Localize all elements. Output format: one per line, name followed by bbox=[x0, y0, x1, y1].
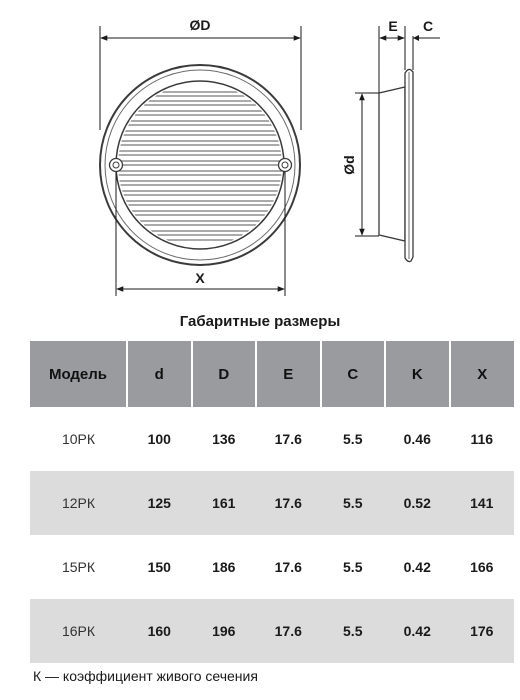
cell-E: 17.6 bbox=[256, 471, 321, 535]
table-row bbox=[30, 471, 514, 535]
table-row bbox=[30, 407, 514, 471]
cell-C: 5.5 bbox=[321, 599, 386, 663]
header-K: K bbox=[385, 341, 450, 407]
e-label: E bbox=[388, 18, 398, 34]
header-E: E bbox=[256, 341, 321, 407]
cell-K: 0.52 bbox=[385, 471, 450, 535]
cell-E: 17.6 bbox=[274, 559, 302, 575]
cell-C: 5.5 bbox=[343, 559, 363, 575]
cell-C: 5.5 bbox=[321, 471, 386, 535]
cell-D: 161 bbox=[192, 471, 257, 535]
table-row bbox=[30, 599, 514, 663]
technical-drawing bbox=[0, 0, 520, 305]
cell-d: 125 bbox=[127, 471, 192, 535]
c-arrow bbox=[413, 35, 419, 41]
cell-X: 116 bbox=[470, 431, 494, 447]
cell-E: 17.6 bbox=[256, 599, 321, 663]
table-header-row bbox=[30, 341, 514, 407]
header-d: d bbox=[127, 341, 192, 407]
footnote: К — коэффициент живого сечения bbox=[33, 668, 258, 684]
cell-D: 196 bbox=[192, 599, 257, 663]
od-small-label: Ød bbox=[341, 155, 357, 175]
table-title: Габаритные размеры bbox=[179, 313, 341, 330]
cell-X: 141 bbox=[450, 471, 515, 535]
cell-d: 100 bbox=[147, 431, 171, 447]
od-label: ØD bbox=[189, 17, 211, 33]
front-view bbox=[100, 17, 301, 296]
side-view bbox=[341, 18, 440, 262]
header-model: Модель bbox=[30, 341, 127, 407]
screw-hole-right bbox=[279, 159, 292, 172]
cell-D: 136 bbox=[212, 431, 236, 447]
cell-model: 15РК bbox=[61, 559, 96, 575]
cell-D: 186 bbox=[212, 559, 236, 575]
cell-K: 0.42 bbox=[385, 599, 450, 663]
cell-d: 150 bbox=[147, 559, 171, 575]
cell-K: 0.42 bbox=[403, 559, 431, 575]
cell-model: 12РК bbox=[30, 471, 127, 535]
grille-slats bbox=[110, 92, 290, 240]
cell-E: 17.6 bbox=[274, 431, 302, 447]
cell-model: 16РК bbox=[30, 599, 127, 663]
header-X: X bbox=[450, 341, 515, 407]
c-label: C bbox=[422, 18, 434, 34]
cell-X: 166 bbox=[470, 559, 494, 575]
x-label: X bbox=[195, 270, 205, 286]
header-D: D bbox=[192, 341, 257, 407]
cell-model: 10РК bbox=[61, 431, 96, 447]
cell-C: 5.5 bbox=[343, 431, 363, 447]
cell-d: 160 bbox=[127, 599, 192, 663]
cell-X: 176 bbox=[450, 599, 515, 663]
table-row bbox=[30, 535, 514, 599]
grille-profile-body bbox=[379, 87, 405, 241]
dimensions-table bbox=[30, 341, 514, 663]
screw-hole-left bbox=[110, 159, 123, 172]
cell-K: 0.46 bbox=[403, 431, 431, 447]
header-C: C bbox=[321, 341, 386, 407]
